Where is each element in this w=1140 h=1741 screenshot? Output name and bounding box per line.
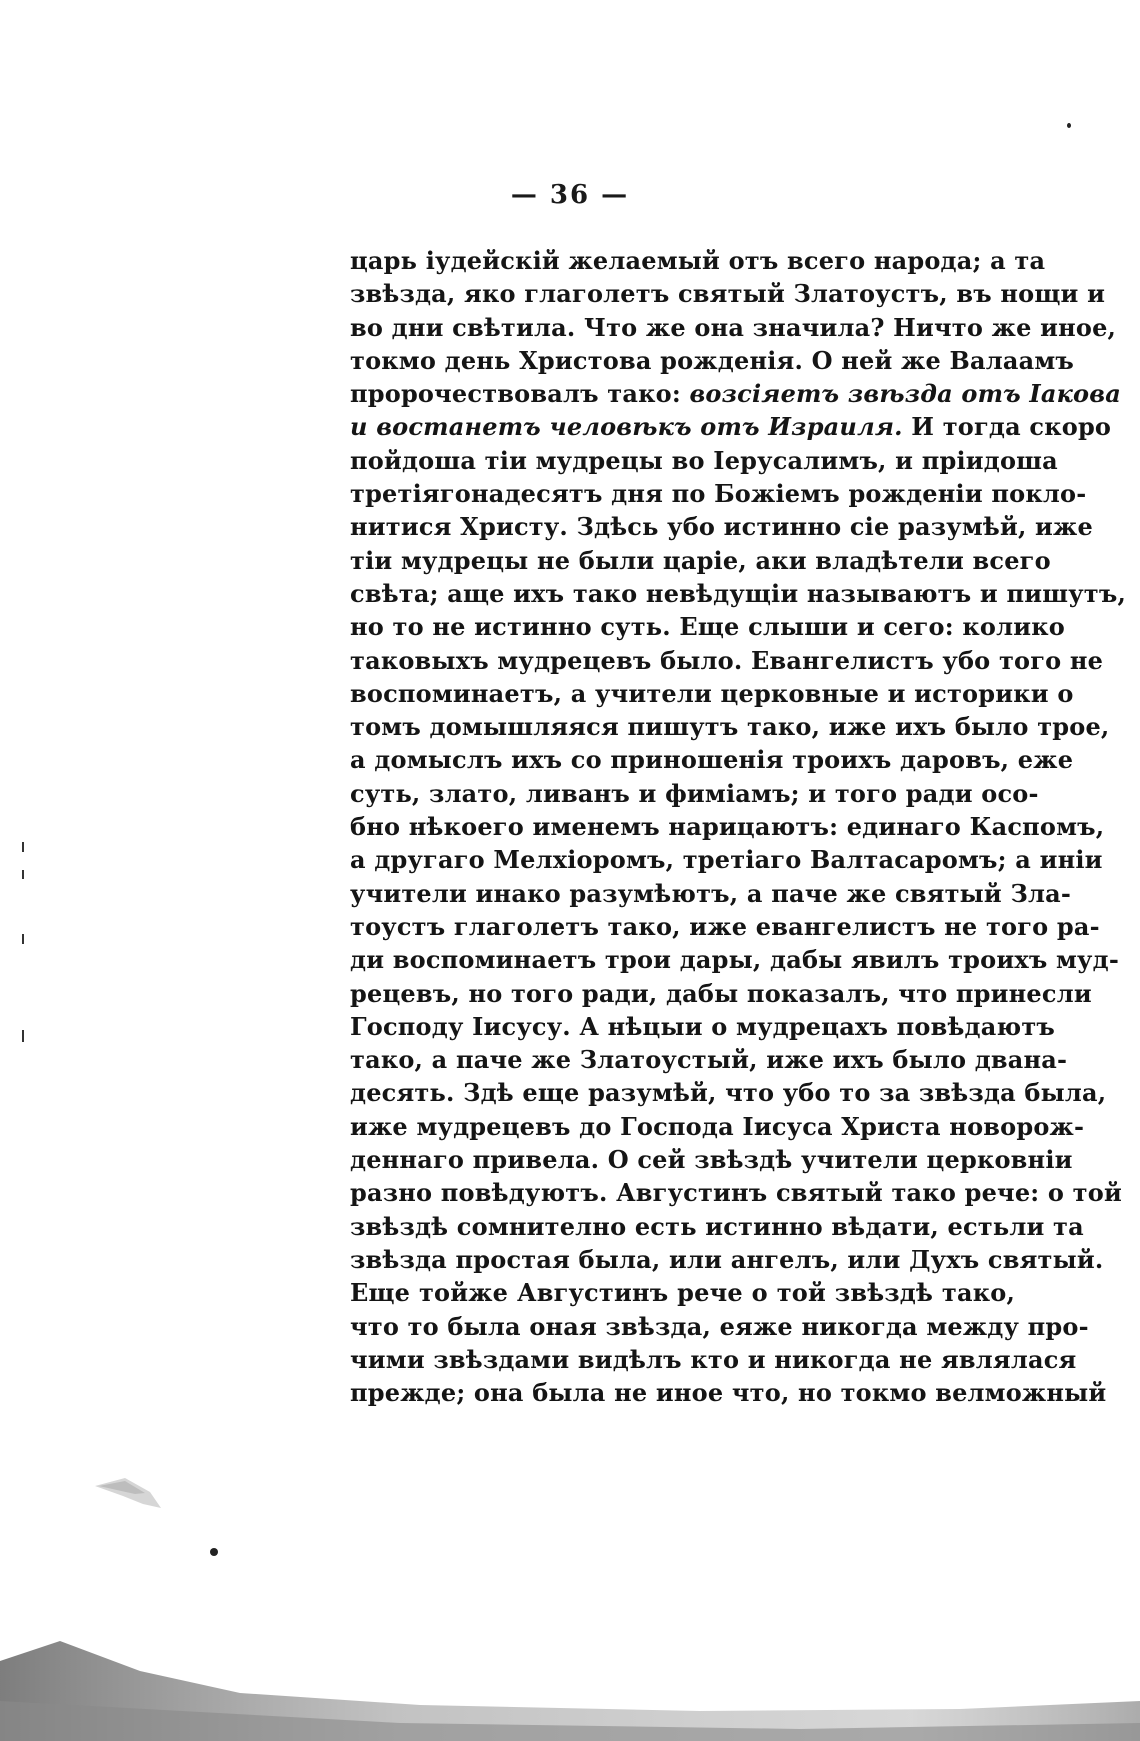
text-line: звѣздѣ сомнително есть истинно вѣдати, естьли та [350, 1211, 1084, 1241]
text-line: а другаго Мелхіоромъ, третіаго Валтасаромъ; а иніи [350, 845, 1103, 875]
text-line: царь іудейскій желаемый отъ всего народа; а та [350, 246, 1046, 275]
text-line: воспоминаетъ, а учители церковные и историки о [350, 678, 1074, 708]
scan-margin-mark [22, 1030, 24, 1042]
text-line: томъ домышляяся пишутъ тако, иже ихъ было трое, [350, 712, 1110, 742]
text-line: звѣзда, яко глаголетъ святый Златоустъ, въ нощи и [350, 279, 1106, 309]
text-line: рецевъ, но того ради, дабы показалъ, что принесли [350, 978, 1092, 1008]
text-line-italic: и востанетъ человѣкъ отъ Израиля. И тогда скоро [350, 412, 1112, 442]
text-line: тако, а паче же Златоустый, иже ихъ было двана- [350, 1045, 1068, 1075]
text-line: но то не истинно суть. Еще слыши и сего: колико [350, 612, 1065, 642]
scan-speck [1067, 123, 1071, 128]
scan-margin-mark [22, 870, 24, 879]
text-line: таковыхъ мудрецевъ было. Евангелистъ убо того не [350, 645, 1104, 675]
text-line-italic: пророчествовалъ тако: возсіяетъ звѣзда отъ Іакова [350, 379, 1121, 409]
scan-bottom-shadow [0, 1631, 1140, 1741]
text-line: ди воспоминаетъ трои дары, дабы явилъ троихъ муд- [350, 945, 1119, 975]
page-number: — 36 — [510, 180, 630, 210]
text-line: разно повѣдуютъ. Августинъ святый тако рече: о той [350, 1178, 1122, 1208]
text-line: во дни свѣтила. Что же она значила? Ничто же иное, [350, 312, 1117, 342]
italic-quote: и востанетъ человѣкъ отъ Израиля. [350, 412, 903, 442]
text-line: учители инако разумѣютъ, а паче же святый Зла- [350, 878, 1072, 908]
scan-smudge [95, 1478, 165, 1518]
scan-speck [210, 1548, 218, 1556]
text-line: Еще тойже Августинъ рече о той звѣздѣ тако, [350, 1278, 1015, 1308]
text-line: третіягонадесятъ дня по Божіемъ рожденіи покло- [350, 479, 1087, 509]
text-line: деннаго привела. О сей звѣздѣ учители церковніи [350, 1145, 1073, 1175]
text-line: чими звѣздами видѣлъ кто и никогда не являлася [350, 1344, 1077, 1374]
text-line: иже мудрецевъ до Господа Іисуса Христа новорож- [350, 1111, 1085, 1141]
text-line: Господу Іисусу. А нѣцыи о мудрецахъ повѣдаютъ [350, 1011, 1055, 1041]
text-line: свѣта; аще ихъ тако невѣдущіи называютъ и пишутъ, [350, 578, 1127, 608]
scan-margin-mark [22, 934, 24, 944]
text-line: пойдоша тіи мудрецы во Іерусалимъ, и пріидоша [350, 445, 1058, 475]
text-line: а домыслъ ихъ со приношенія троихъ даровъ, еже [350, 745, 1074, 775]
body-text [350, 244, 1127, 1409]
text-line: суть, злато, ливанъ и фиміамъ; и того ради осо- [350, 778, 1039, 808]
text-line: тоустъ глаголетъ тако, иже евангелистъ не того ра- [350, 911, 1100, 941]
text-line: звѣзда простая была, или ангелъ, или Духъ святый. [350, 1244, 1104, 1274]
text-line: что то была оная звѣзда, еяже никогда между про- [350, 1311, 1089, 1341]
scan-margin-mark [22, 842, 24, 852]
italic-quote: возсіяетъ звѣзда отъ Іакова [689, 379, 1121, 409]
text-line: десять. Здѣ еще разумѣй, что убо то за звѣзда была, [350, 1078, 1107, 1108]
text-line: тіи мудрецы не были царіе, аки владѣтели всего [350, 545, 1051, 575]
text-line: бно нѣкоего именемъ нарицаютъ: единаго Каспомъ, [350, 812, 1105, 842]
text-line: токмо день Христова рожденія. О ней же Валаамъ [350, 345, 1075, 375]
text-line: нитися Христу. Здѣсь убо истинно сіе разумѣй, иже [350, 512, 1093, 542]
text-line: прежде; она была не иное что, но токмо велможный [350, 1378, 1107, 1408]
